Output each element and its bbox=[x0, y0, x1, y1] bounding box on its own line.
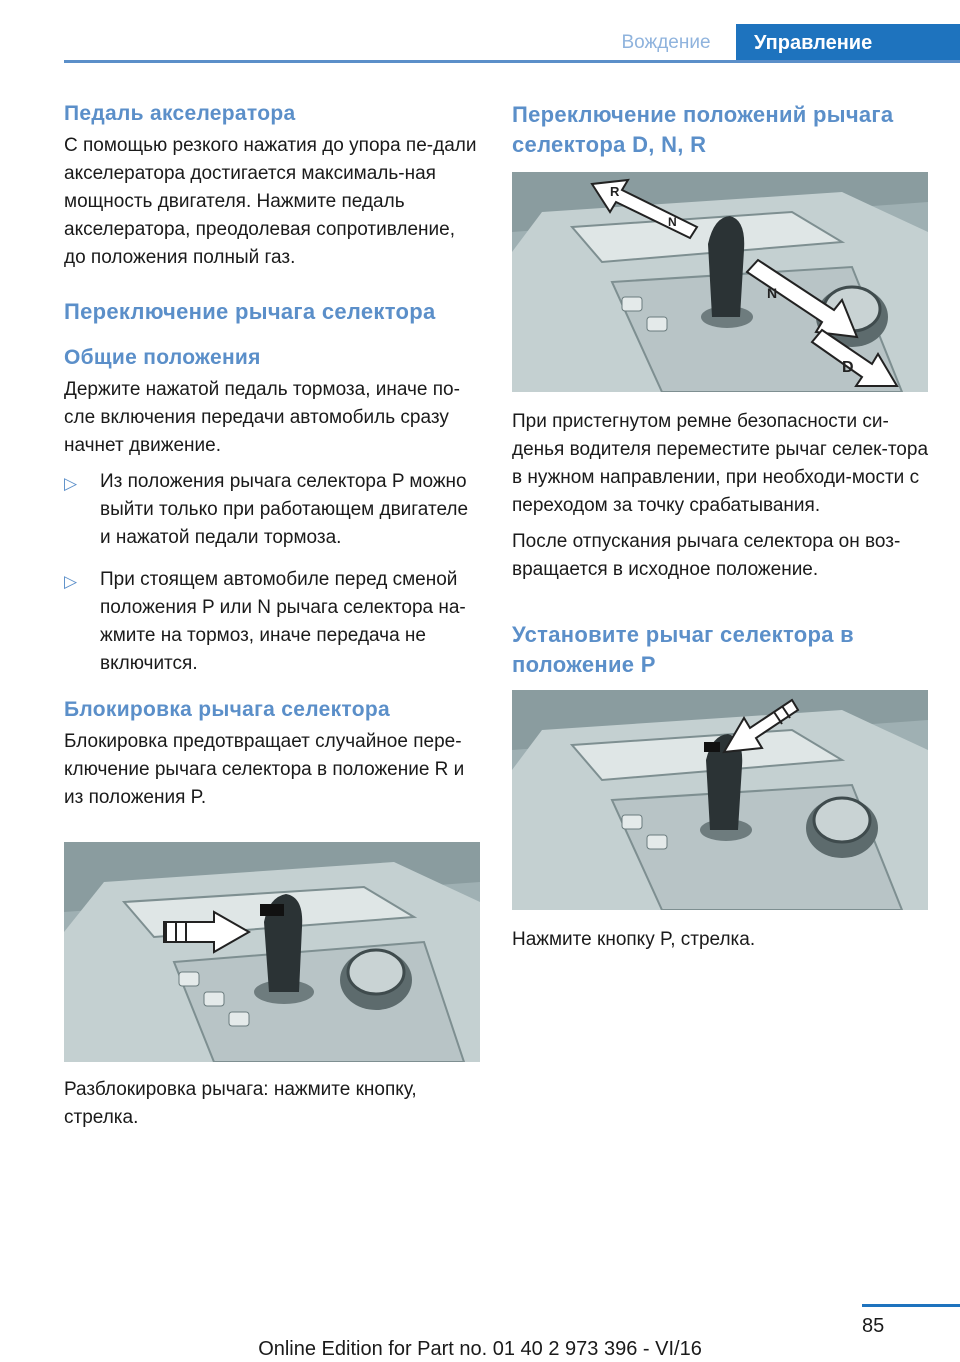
list-item-text: При стоящем автомобиле перед сменой положения P или N рычага селектора на-жмите на тормоз, иначе передача не включится. bbox=[100, 569, 466, 674]
figure-unlock-lever bbox=[64, 842, 480, 1062]
figure-dnr-positions bbox=[512, 172, 928, 392]
right-column bbox=[512, 100, 928, 954]
bullet-list bbox=[64, 468, 480, 678]
page-number: 85 bbox=[862, 1315, 885, 1337]
list-item bbox=[64, 468, 480, 552]
heading-selector-lever-switching: Переключение рычага селектора bbox=[64, 299, 436, 324]
section-tab-driving[interactable]: Вождение bbox=[621, 32, 711, 53]
section-tab-controls[interactable]: Управление bbox=[736, 24, 960, 60]
figure-label-d: D bbox=[842, 359, 854, 376]
triangle-bullet-icon: ▷ bbox=[64, 572, 78, 591]
heading-accelerator-pedal: Педаль акселератора bbox=[64, 102, 296, 125]
figure-label-n1: N bbox=[668, 215, 677, 229]
heading-general: Общие положения bbox=[64, 346, 261, 369]
heading-switch-dnr: Переключение положений рычага селектора D, N, R bbox=[512, 102, 894, 157]
heading-set-p: Установите рычаг селектора в положение P bbox=[512, 622, 854, 677]
edition-footer: Online Edition for Part no. 01 40 2 973 396 - VI/16 bbox=[258, 1338, 702, 1360]
figure-p-button bbox=[512, 690, 928, 910]
heading-selector-lock: Блокировка рычага селектора bbox=[64, 698, 390, 721]
paragraph-dnr-return: После отпускания рычага селектора он воз-вращается в исходное положение. bbox=[512, 531, 901, 580]
paragraph-accelerator-pedal: С помощью резкого нажатия до упора пе-дали акселератора достигается максималь-ная мощность двигателя. Нажмите педаль акселератора, преодолевая сопротивление, до положения полный газ. bbox=[64, 135, 477, 268]
paragraph-selector-lock: Блокировка предотвращает случайное пере-ключение рычага селектора в положение R и из положения P. bbox=[64, 731, 465, 808]
left-column bbox=[64, 100, 480, 1132]
triangle-bullet-icon: ▷ bbox=[64, 474, 78, 493]
figure-label-n2: N bbox=[767, 285, 778, 301]
header-rule bbox=[64, 60, 960, 63]
list-item-text: Из положения рычага селектора P можно выйти только при работающем двигателе и нажатой педали тормоза. bbox=[100, 471, 469, 548]
caption-p-button: Нажмите кнопку P, стрелка. bbox=[512, 929, 756, 950]
footer-rule bbox=[862, 1304, 960, 1307]
figure-label-r: R bbox=[610, 184, 620, 199]
caption-unlock-lever: Разблокировка рычага: нажмите кнопку, стрелка. bbox=[64, 1079, 417, 1128]
list-item bbox=[64, 566, 480, 678]
paragraph-general: Держите нажатой педаль тормоза, иначе по-сле включения передачи автомобиль сразу начнет движение. bbox=[64, 379, 460, 456]
paragraph-dnr-instructions: При пристегнутом ремне безопасности си-денья водителя переместите рычаг селек-тора в нужном направлении, при необходи-мости с переходом за точку срабатывания. bbox=[512, 411, 929, 516]
